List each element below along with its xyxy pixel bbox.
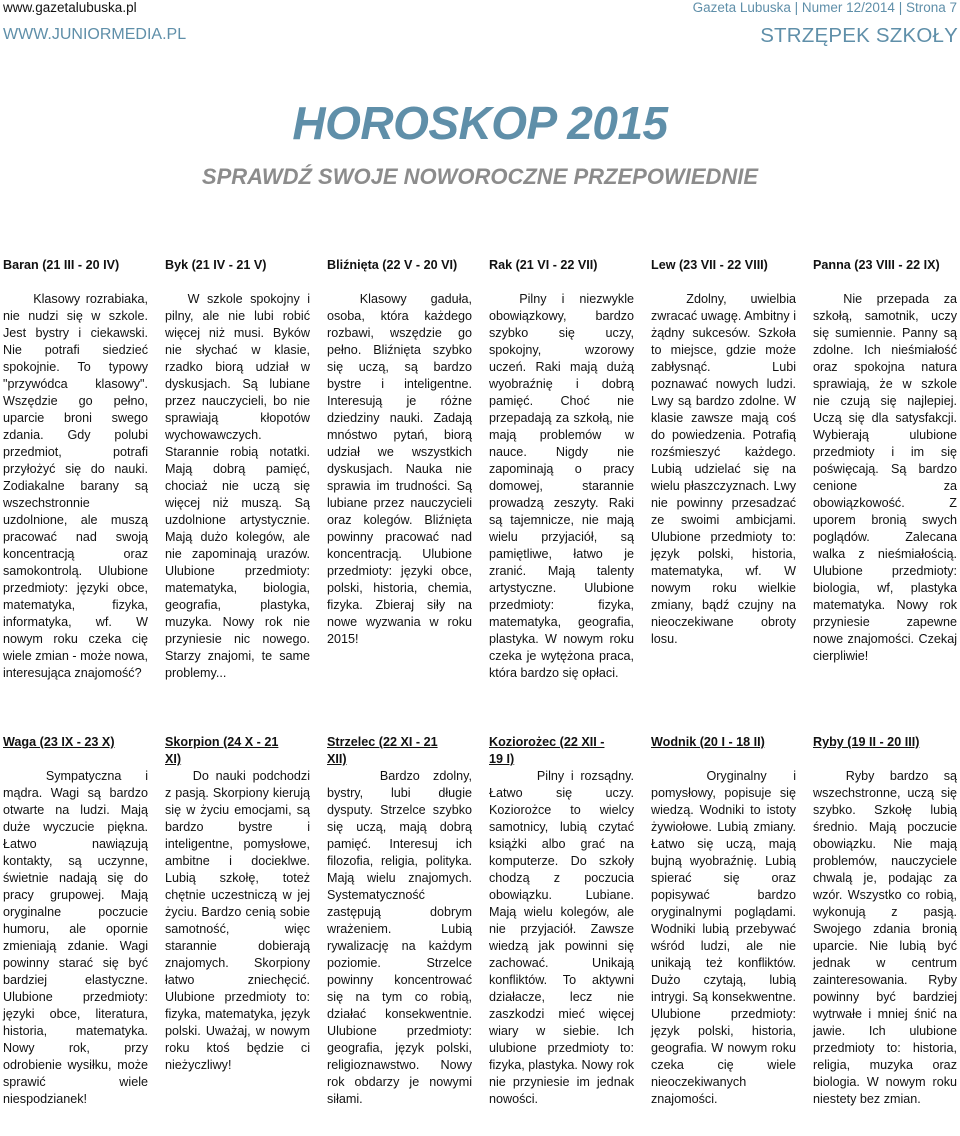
sign-description: Do nauki podchodzi z pasją. Skorpiony kierują się w życiu emocjami, są bardzo bystre i inteligentne, pomysłowe, ambitne i docieklwe. Lubią szkołę, toteż chętnie uczestniczą w jej życiu. Bardzo cenią sobie samotność, więc starannie dobierają znajomych. Skorpiony łatwo zniechęcić. Ulubione przedmioty to: fizyka, matematyka, język polski. Uważaj, w nowym roku ktoś będzie ci nieżyczliwy! [165,769,310,1072]
sign-skorpion [165,734,310,1074]
sign-description: Klasowy gaduła, osoba, która każdego rozbawi, wszędzie go pełno. Bliźnięta szybko się uczą, są bardzo bystre i inteligentne. Interesują je różne dziedziny nauki. Zadają mnóstwo pytań, biorą udział we wszystkich dyskusjach. Nauka nie sprawia im trudności. Są lubiane przez nauczycieli oraz kolegów. Bliźnięta powinny pracować nad koncentracją. Ulubione przedmioty: języki obce, polski, historia, chemia, fizyka. Zbieraj siły na nowe wyzwania w roku 2015! [327,292,472,646]
sign-koziorozec [489,734,634,1108]
sign-byk [165,257,310,682]
sign-heading: Baran (21 III - 20 IV) [3,258,120,272]
sign-rak [489,257,634,682]
sign-description: Sympatyczna i mądra. Wagi są bardzo otwarte na ludzi. Mają duże wyczucie piękna. Łatwo nawiązują kontakty, są uczynne, świetnie nadają się do pracy grupowej. Mają oryginalne poczucie humoru, ale opornie zmieniają zdanie. Wagi powinny starać się być bardziej elastyczne. Ulubione przedmioty: języki obce, literatura, historia, matematyka. Nowy rok, przy odrobienie wysiłku, może sprawić wiele niespodzianek! [3,769,148,1106]
sign-baran [3,257,148,682]
sign-description: Ryby bardzo są wszechstronne, uczą się szybko. Szkołę lubią średnio. Mają poczucie obowiązku. Nie mają problemów, nauczyciele chwalą je, podając za wzór. Wszystko co robią, wykonują z pasją. Swojego zdania bronią uparcie. Nie lubią być jednak w centrum zainteresowania. Ryby powinny być bardziej wytrwałe i mniej śnić na jawie. Ich ulubione przedmioty to: historia, religia, muzyka oraz biologia. W nowym roku niestety bez zmian. [813,769,957,1106]
sign-description: W szkole spokojny i pilny, ale nie lubi robić więcej niż musi. Byków nie słychać w klasie, rzadko biorą udział w dyskusjach. Są lubiane przez nauczycieli, bo nie sprawiają kłopotów wychowawczych. Starannie robią notatki. Mają dobrą pamięć, chociaż nie uczą się więcej niż muszą. Są uzdolnione artystycznie. Mają dużo kolegów, ale nie zapominają urazów. Ulubione przedmioty: matematyka, biologia, geografia, plastyka, muzyka. Nowy rok nie przyniesie nic nowego. Starzy znajomi, te same problemy... [165,292,310,680]
sign-panna [813,257,957,665]
sign-description: Pilny i rozsądny. Łatwo się uczy. Koziorożce to wielcy samotnicy, lubią czytać książki albo grać na komputerze. Do szkoły chodzą z poczucia obowiązku. Lubiane. Mają wielu kolegów, ale nie przyjaciół. Zawsze wiedzą jak powinni się zachować. Unikają konfliktów. To aktywni działacze, lecz nie zaszkodzi mieć więcej wiary w siebie. Ich ulubione przedmioty to: fizyka, plastyka. Nowy rok nie przyniesie im jednak nowości. [489,769,634,1106]
sign-description: Pilny i niezwykle obowiązkowy, bardzo szybko się uczy, spokojny, wzorowy uczeń. Raki mają dużą wyobraźnię i dobrą pamięć. Choć nie przepadają za szkołą, nie mają problemów w nauce. Nigdy nie zapominają o pracy domowej, starannie prowadzą zeszyty. Raki są tajemnicze, nie mają wielu przyjaciół, są pamiętliwe, łatwo je zranić. Mają talenty artystyczne. Ulubione przedmioty: fizyka, matematyka, geografia, plastyka. W nowym roku czeka je wytężona praca, która bardzo się opłaci. [489,292,634,680]
sign-wodnik [651,734,796,1108]
sign-description: Bardzo zdolny, bystry, lubi długie dysputy. Strzelce szybko się uczą, mają dobrą pamięć. Interesuj ich filozofia, religia, polityka. Mają wielu znajomych. Systematyczność zastępują dobrym wrażeniem. Lubią rywalizację na każdym poziomie. Strzelce powinny koncentrować się na tym co robią, działać konsekwentnie. Ulubione przedmioty: geografia, język polski, religioznawstwo. Nowy rok obdarzy je nowymi siłami. [327,769,472,1106]
section-name: STRZĘPEK SZKOŁY [760,24,958,47]
sponsor-url[interactable]: WWW.JUNIORMEDIA.PL [3,26,187,43]
sign-description: Zdolny, uwielbia zwracać uwagę. Ambitny i żądny sukcesów. Szkoła to miejsce, gdzie może zabłysnąć. Lubi poznawać nowych ludzi. Lwy są bardzo zdolne. W klasie zawsze mają coś do powiedzenia. Potrafią rozśmieszyć każdego. Lubią udzielać się na wielu płaszczyznach. Lwy nie powinny przesadzać ze swoimi ambicjami. Ulubione przedmioty to: język polski, historia, matematyka, wf. W nowym roku wielkie zmiany, bądź czujny na nieoczekiwane obroty losu. [651,292,796,646]
page-subtitle: SPRAWDŹ SWOJE NOWOROCZNE PRZEPOWIEDNIE [201,164,759,189]
sign-description: Nie przepada za szkołą, samotnik, uczy się sumiennie. Panny są zdolne. Ich nieśmiałość oraz spokojna natura sprawiają, że w szkole nie czują się najlepiej. Uczą się dla satysfakcji. Wybierają ulubione przedmioty i im się poświęcają. Są bardzo cenione za obowiązkowość. Z uporem bronią swych poglądów. Zalecana walka z nieśmiałością. Ulubione przedmioty: biologia, wf, plastyka matematyka. Nowy rok przyniesie zapewne nowe znajomości. Czekaj cierpliwie! [813,292,957,663]
sign-lew [651,257,796,648]
sign-heading: Skorpion (24 X - 21 XI) [165,735,279,766]
sign-heading: Waga (23 IX - 23 X) [3,735,115,749]
page-title: HOROSKOP 2015 [292,97,668,149]
sign-waga [3,734,148,1108]
sign-strzelec [327,734,472,1108]
sign-heading: Ryby (19 II - 20 III) [813,735,920,749]
edition-info: Gazeta Lubuska | Numer 12/2014 | Strona 7 [692,0,957,15]
sign-heading: Bliźnięta (22 V - 20 VI) [327,258,458,272]
sign-heading: Wodnik (20 I - 18 II) [651,735,765,749]
sign-heading: Byk (21 IV - 21 V) [165,258,267,272]
sign-heading: Rak (21 VI - 22 VII) [489,258,598,272]
sign-heading: Strzelec (22 XI - 21 XII) [327,735,438,766]
sign-heading: Koziorożec (22 XII - 19 I) [489,735,605,766]
sign-heading: Panna (23 VIII - 22 IX) [813,258,940,272]
sign-description: Klasowy rozrabiaka, nie nudzi się w szkole. Jest bystry i ciekawski. Nie potrafi siedzieć spokojnie. To typowy "przywódca klasowy". Wszędzie go pełno, uparcie broni swego zdania. Gdy polubi przedmiot, potrafi przyłożyć się do nauki. Zodiakalne barany są wszechstronnie uzdolnione, ale muszą pracować nad swoją koncentracją oraz samokontrolą. Ulubione przedmioty: języki obce, matematyka, fizyka, informatyka, wf. W nowym roku czeka cię wiele zmian - może nowa, interesująca znajomość? [3,292,148,680]
sign-blizneta [327,257,472,648]
sign-heading: Lew (23 VII - 22 VIII) [651,258,768,272]
sign-ryby [813,734,957,1108]
sign-description: Oryginalny i pomysłowy, popisuje się wiedzą. Wodniki to istoty żywiołowe. Lubią zmiany. Łatwo się uczą, mają bujną wyobraźnię. Lubią spierać się oraz popisywać bardzo oryginalnymi poglądami. Wodniki lubią przebywać wśród ludzi, ale nie unikają też konfliktów. Dużo czytają, lubią intrygi. Są konsekwentne. Ulubione przedmioty: język polski, historia, geografia. W nowym roku czeka cię wiele nieoczekiwanych znajomości. [651,769,796,1106]
site-url[interactable]: www.gazetalubuska.pl [3,0,137,15]
